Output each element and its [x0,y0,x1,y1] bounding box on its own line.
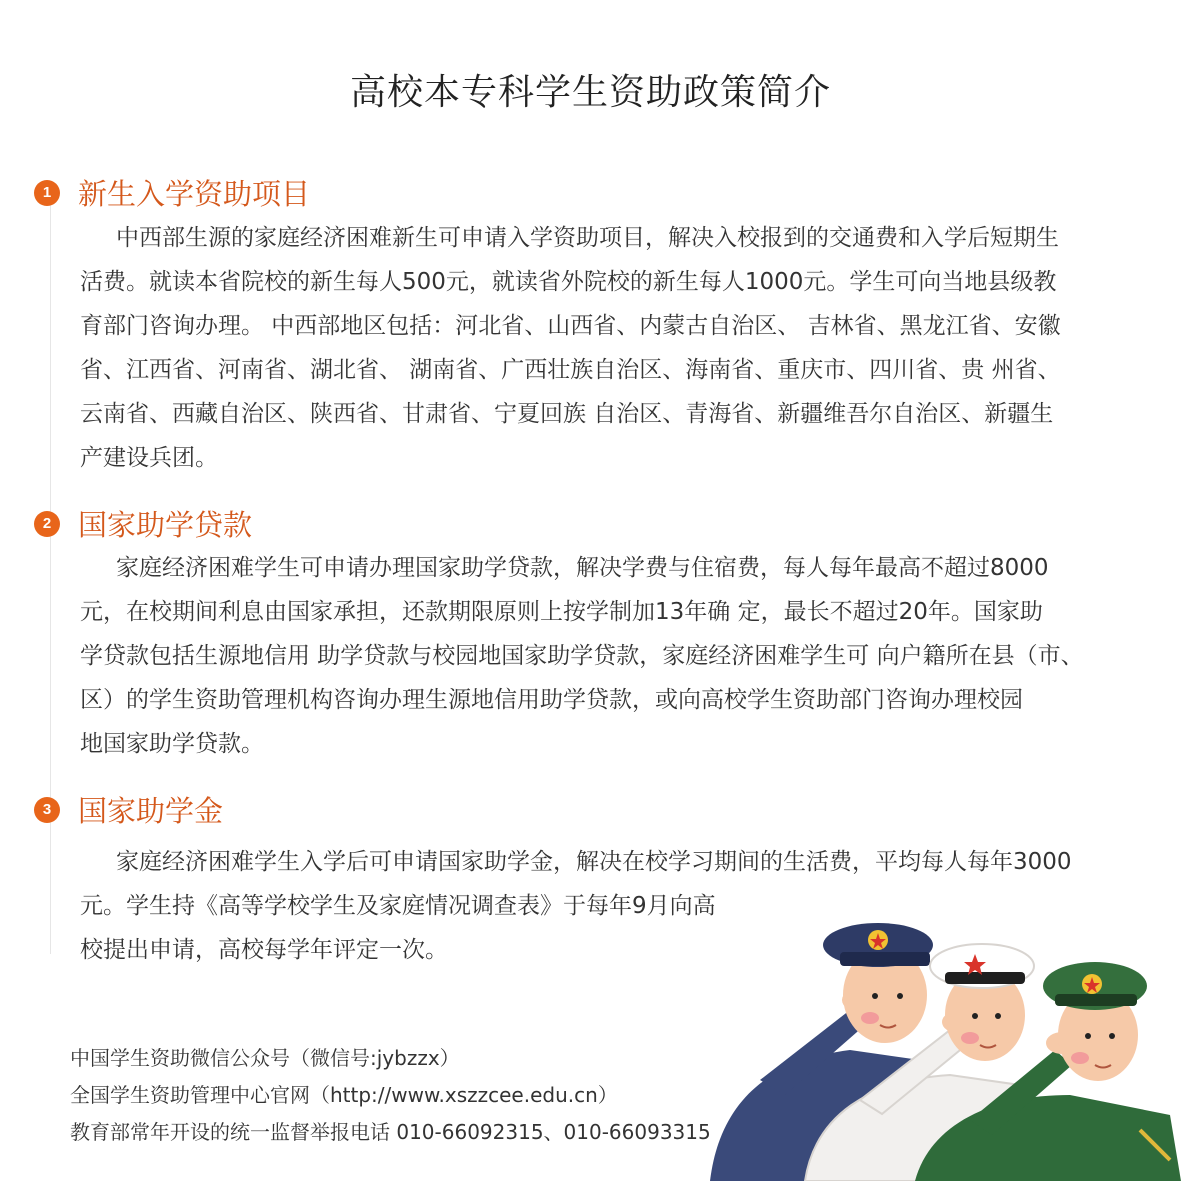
section-2-line: 地国家助学贷款。 [80,731,264,757]
page-title: 高校本专科学生资助政策简介 [349,72,831,113]
section-3-number-badge: 3 [34,797,60,823]
section-3-line: 家庭经济困难学生入学后可申请国家助学金，解决在校学习期间的生活费，平均每人每年3000 [116,849,1072,875]
section-2-line: 元，在校期间利息由国家承担，还款期限原则上按学制加13年确 定，最长不超过20年。国家助 [80,599,1043,625]
footer-wechat: 中国学生资助微信公众号（微信号:jybzzx） [70,1046,460,1070]
section-2-title: 国家助学贷款 [78,508,253,542]
section-2-line: 区）的学生资助管理机构咨询办理生源地信用助学贷款，或向高校学生资助部门咨询办理校园 [80,687,1023,713]
section-1-line: 云南省、西藏自治区、陕西省、甘肃省、宁夏回族 自治区、青海省、新疆维吾尔自治区、新疆生 [80,401,1054,427]
section-1-line: 产建设兵团。 [80,445,218,471]
footer-website: 全国学生资助管理中心官网（http://www.xszzcee.edu.cn） [70,1083,618,1107]
section-3-header [34,789,223,830]
section-2-line: 学贷款包括生源地信用 助学贷款与校园地国家助学贷款，家庭经济困难学生可 向户籍所在县（市、 [80,643,1084,669]
section-1-header [34,172,310,213]
timeline-line [50,196,51,954]
section-3-line: 元。学生持《高等学校学生及家庭情况调查表》于每年9月向高 [80,893,716,919]
section-1-title: 新生入学资助项目 [78,177,311,211]
section-2-line: 家庭经济困难学生可申请办理国家助学贷款，解决学费与住宿费，每人每年最高不超过8000 [116,555,1049,581]
section-1-number-badge: 1 [34,180,60,206]
footer-info [70,1040,711,1151]
section-3-line: 校提出申请，高校每学年评定一次。 [80,937,448,963]
saluting-soldiers-illustration [700,900,1181,1181]
section-1-line: 育部门咨询办理。 中西部地区包括：河北省、山西省、内蒙古自治区、 吉林省、黑龙江省、安徽 [80,313,1061,339]
section-1-paragraph [80,216,1155,480]
section-2-number-badge: 2 [34,511,60,537]
section-2-header [34,503,252,544]
section-1-line: 省、江西省、河南省、湖北省、 湖南省、广西壮族自治区、海南省、重庆市、四川省、贵 州省、 [80,357,1061,383]
footer-hotline: 教育部常年开设的统一监督举报电话 010-66092315、010-66093315 [70,1120,711,1144]
section-1-line: 活费。就读本省院校的新生每人500元，就读省外院校的新生每人1000元。学生可向当地县级教 [80,269,1057,295]
section-2-paragraph [80,546,1155,766]
section-3-title: 国家助学金 [78,794,224,828]
section-1-line: 中西部生源的家庭经济困难新生可申请入学资助项目，解决入校报到的交通费和入学后短期生 [116,225,1059,251]
